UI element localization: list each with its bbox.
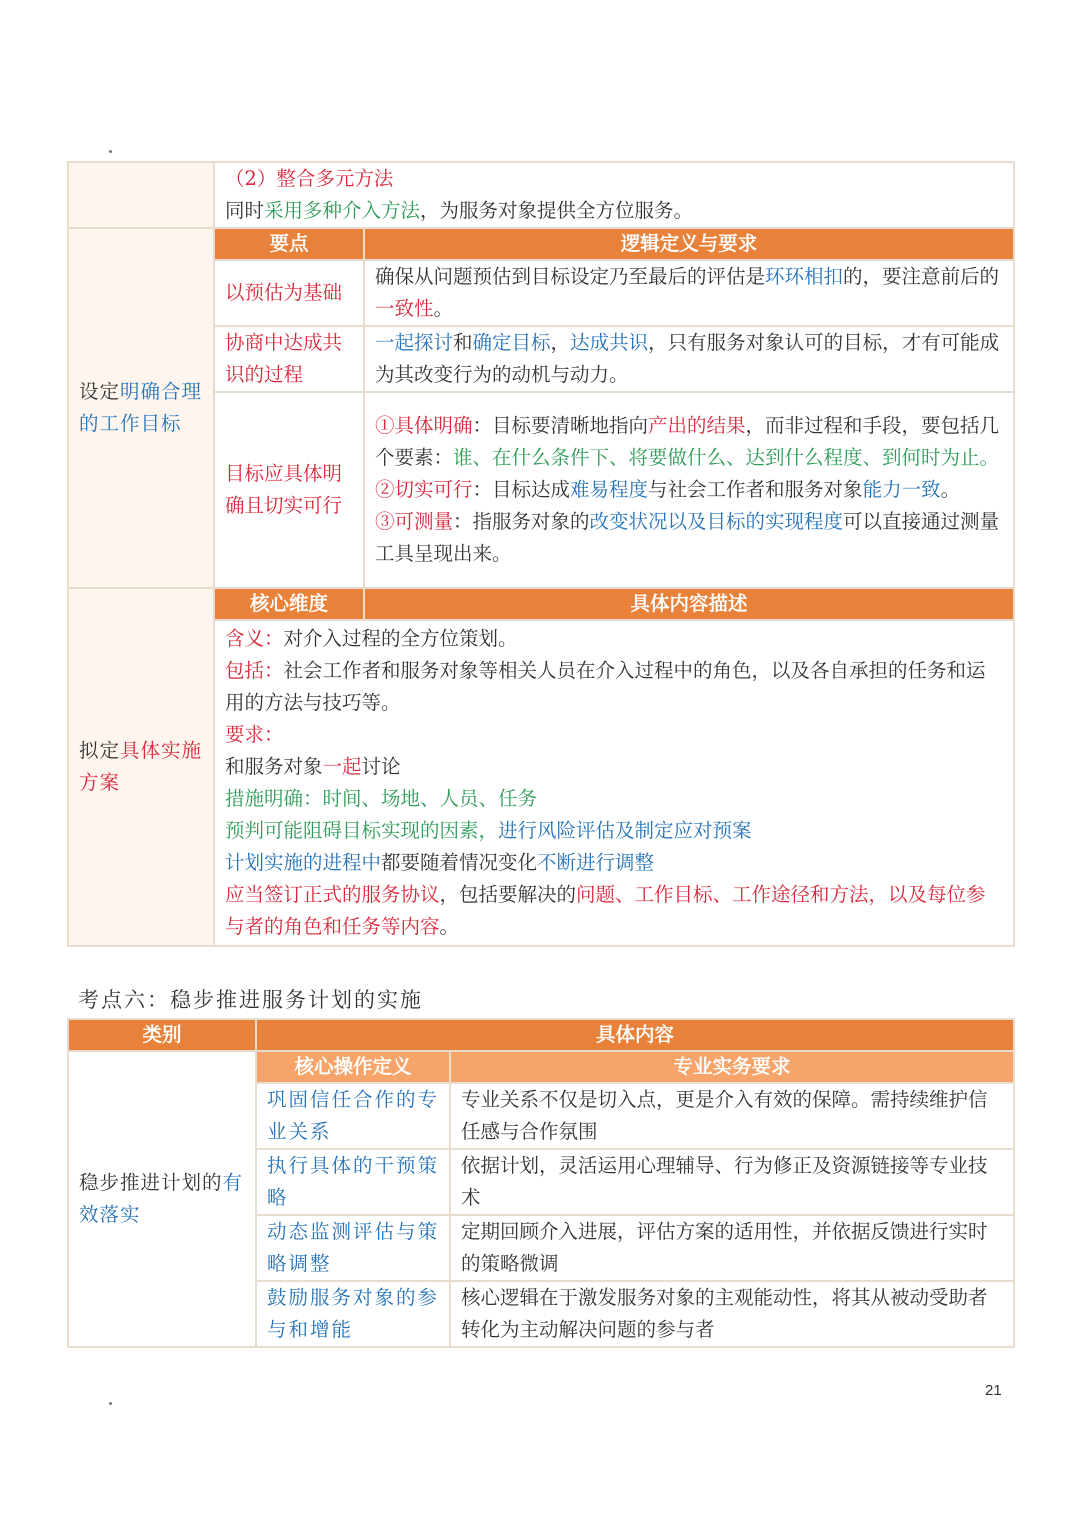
plan-category-label: 拟定具体实施方案 (79, 739, 203, 794)
specific-feasible: ②切实可行：目标达成难易程度与社会工作者和服务对象能力一致。 (375, 478, 961, 501)
scan-dot-top (109, 150, 112, 153)
goal-category-cell (68, 228, 214, 588)
specific-clear: ①具体明确：目标要清晰地指向产出的结果，而非过程和手段，要包括几个要素：谁、在什么条件下、将要做什么、达到什么程度、到何时为止。 (375, 414, 1000, 469)
desc-consensus: 一起探讨和确定目标，达成共识，只有服务对象认可的目标，才有可能成为其改变行为的动机与动力。 (364, 326, 1014, 392)
implementation-table (67, 1018, 1015, 1348)
point-specific: 目标应具体明确且切实可行 (214, 392, 364, 588)
def-intervention-strategy: 执行具体的干预策略 (256, 1149, 450, 1215)
header-points: 要点 (214, 228, 364, 260)
goal-plan-table (67, 161, 1015, 947)
header-practice-requirement: 专业实务要求 (450, 1051, 1014, 1083)
plan-content-cell (214, 620, 1014, 946)
desc-estimate: 确保从问题预估到目标设定乃至最后的评估是环环相扣的，要注意前后的一致性。 (364, 260, 1014, 326)
plan-req-risk: 预判可能阻碍目标实现的因素，进行风险评估及制定应对预案 (225, 819, 752, 842)
point-estimate: 以预估为基础 (214, 260, 364, 326)
desc-specific (364, 392, 1014, 588)
req-dynamic-monitoring: 定期回顾介入进展，评估方案的适用性，并依据反馈进行实时的策略微调 (450, 1215, 1014, 1281)
plan-requirements-label: 要求： (225, 723, 284, 746)
header-logic: 逻辑定义与要求 (364, 228, 1014, 260)
header-core-definition: 核心操作定义 (256, 1051, 450, 1083)
plan-meaning: 含义：对介入过程的全方位策划。 (225, 627, 518, 650)
req-empowerment: 核心逻辑在于激发服务对象的主观能动性，将其从被动受助者转化为主动解决问题的参与者 (450, 1281, 1014, 1347)
implementation-category-cell (68, 1051, 256, 1347)
def-empowerment: 鼓励服务对象的参与和增能 (256, 1281, 450, 1347)
plan-req-adjust: 计划实施的进程中都要随着情况变化不断进行调整 (225, 851, 655, 874)
header-dimension: 核心维度 (214, 588, 364, 620)
empty-left-cell (68, 162, 214, 228)
plan-req-measures: 措施明确：时间、场地、人员、任务 (225, 787, 538, 810)
header-content: 具体内容 (256, 1019, 1014, 1051)
req-intervention-strategy: 依据计划，灵活运用心理辅导、行为修正及资源链接等专业技术 (450, 1149, 1014, 1215)
plan-req-discuss: 和服务对象一起讨论 (225, 755, 401, 778)
intro-text: 同时采用多种介入方法，为服务对象提供全方位服务。 (225, 199, 694, 222)
intro-title: （2）整合多元方法 (225, 167, 394, 190)
req-trust-relationship: 专业关系不仅是切入点，更是介入有效的保障。需持续维护信任感与合作氛围 (450, 1083, 1014, 1149)
scan-dot-bottom (109, 1402, 112, 1405)
plan-include: 包括：社会工作者和服务对象等相关人员在介入过程中的角色，以及各自承担的任务和运用的方法与技巧等。 (225, 659, 986, 714)
point-consensus: 协商中达成共识的过程 (214, 326, 364, 392)
implementation-category-label: 稳步推进计划的有效落实 (79, 1171, 244, 1226)
intro-cell (214, 162, 1014, 228)
header-description: 具体内容描述 (364, 588, 1014, 620)
page-number: 21 (985, 1382, 1002, 1399)
section-six-title: 考点六：稳步推进服务计划的实施 (78, 988, 423, 1012)
header-category: 类别 (68, 1019, 256, 1051)
goal-category-label: 设定明确合理的工作目标 (79, 380, 203, 435)
def-dynamic-monitoring: 动态监测评估与策略调整 (256, 1215, 450, 1281)
def-trust-relationship: 巩固信任合作的专业关系 (256, 1083, 450, 1149)
plan-req-agreement: 应当签订正式的服务协议，包括要解决的问题、工作目标、工作途径和方法，以及每位参与者的角色和任务等内容。 (225, 883, 986, 938)
specific-measurable: ③可测量：指服务对象的改变状况以及目标的实现程度可以直接通过测量工具呈现出来。 (375, 510, 1000, 565)
plan-category-cell (68, 588, 214, 946)
